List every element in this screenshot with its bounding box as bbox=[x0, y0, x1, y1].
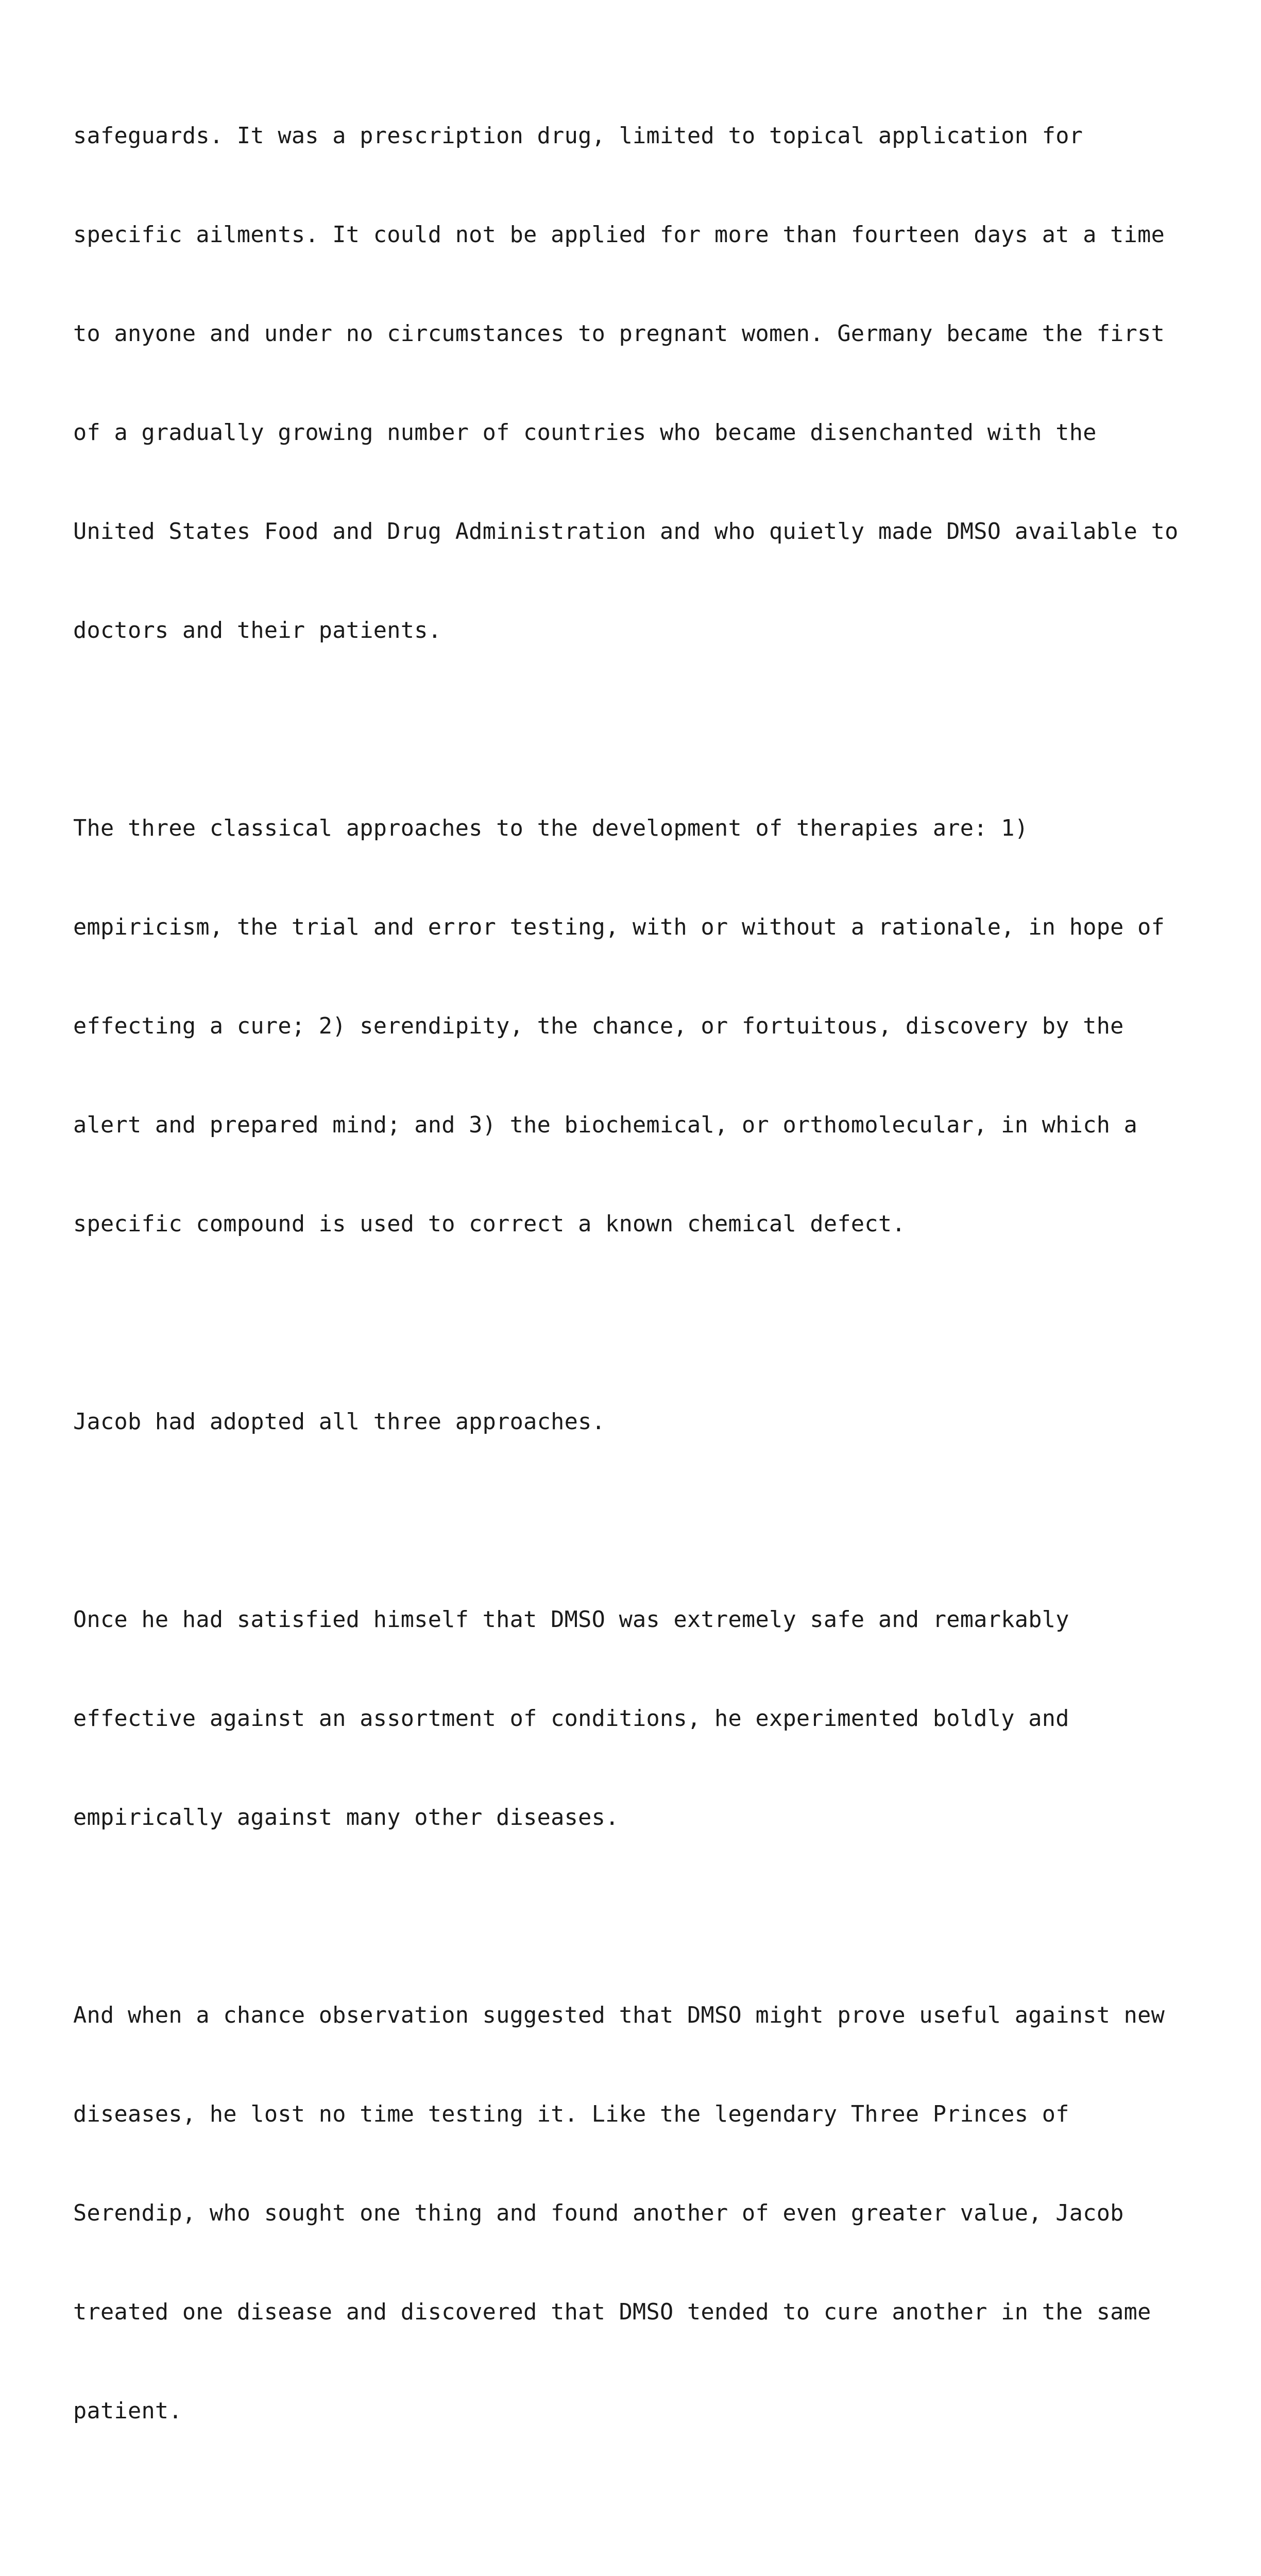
text-line: empirically against many other diseases. bbox=[73, 1805, 619, 1831]
text-line: of a gradually growing number of countries who became disenchanted with the bbox=[73, 420, 1097, 446]
text-line: effective against an assortment of conditions, he experimented boldly and bbox=[73, 1706, 1069, 1732]
text-line: empiricism, the trial and error testing, with or without a rationale, in hope of bbox=[73, 914, 1165, 940]
paragraph-approaches bbox=[73, 746, 1206, 1307]
paragraph-nate-story-intro bbox=[73, 2527, 1206, 2576]
document-page bbox=[73, 54, 1206, 2576]
text-line: to anyone and under no circumstances to pregnant women. Germany became the first bbox=[73, 321, 1165, 347]
text-line: United States Food and Drug Administration and who quietly made DMSO available to bbox=[73, 519, 1179, 545]
paragraph-once-satisfied bbox=[73, 1537, 1206, 1900]
text-line: The three classical approaches to the development of therapies are: 1) bbox=[73, 816, 1029, 841]
text-line: patient. bbox=[73, 2398, 182, 2424]
text-line: Jacob had adopted all three approaches. bbox=[73, 1409, 606, 1435]
text-line: treated one disease and discovered that DMSO tended to cure another in the same bbox=[73, 2299, 1151, 2325]
text-line: alert and prepared mind; and 3) the biochemical, or orthomolecular, in which a bbox=[73, 1112, 1138, 1138]
text-line: safeguards. It was a prescription drug, limited to topical application for bbox=[73, 123, 1083, 149]
text-line: And when a chance observation suggested that DMSO might prove useful against new bbox=[73, 2003, 1165, 2028]
paragraph-chance-observation bbox=[73, 1933, 1206, 2494]
text-line: specific ailments. It could not be applied for more than fourteen days at a time bbox=[73, 222, 1165, 248]
paragraph-jacob-adopted bbox=[73, 1340, 1206, 1504]
paragraph-safeguards bbox=[73, 54, 1206, 713]
text-line: Serendip, who sought one thing and found another of even greater value, Jacob bbox=[73, 2200, 1124, 2226]
text-line: specific compound is used to correct a known chemical defect. bbox=[73, 1211, 906, 1237]
text-line: Once he had satisfied himself that DMSO was extremely safe and remarkably bbox=[73, 1607, 1069, 1633]
text-line: doctors and their patients. bbox=[73, 618, 442, 643]
text-line: diseases, he lost no time testing it. Like the legendary Three Princes of bbox=[73, 2102, 1069, 2127]
text-line: effecting a cure; 2) serendipity, the chance, or fortuitous, discovery by the bbox=[73, 1013, 1124, 1039]
